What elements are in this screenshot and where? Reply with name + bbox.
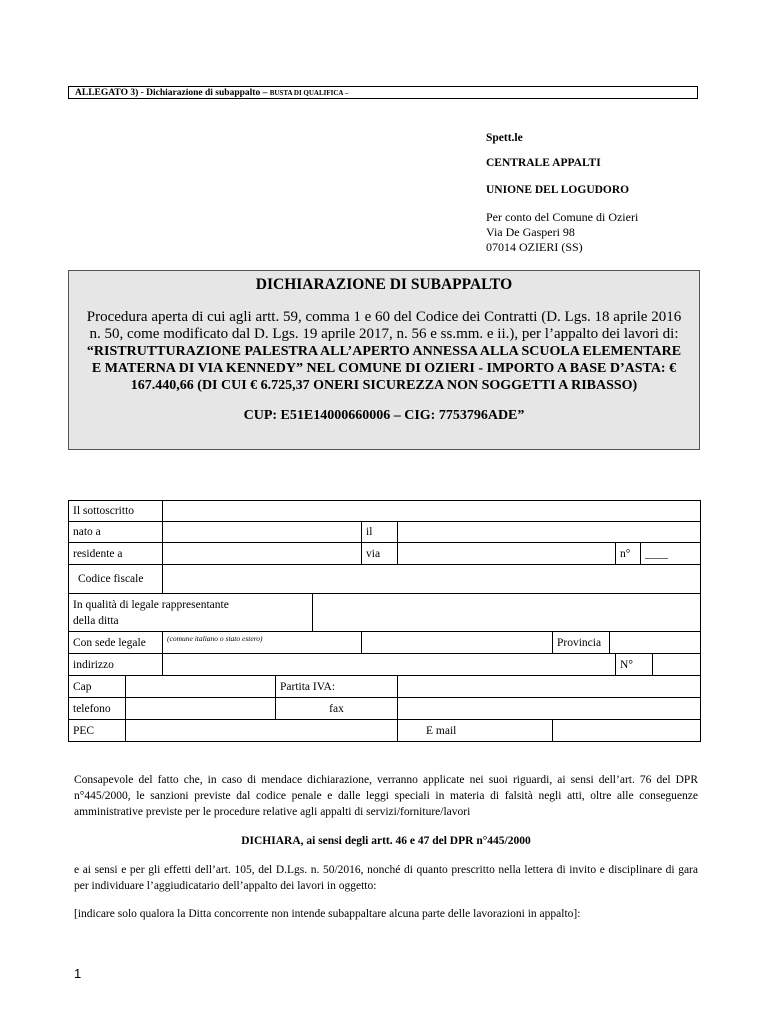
recipient-salutation: Spett.le xyxy=(486,132,523,144)
residente-a-label: residente a xyxy=(69,543,163,565)
partita-iva-field[interactable] xyxy=(398,676,701,698)
nato-a-field[interactable] xyxy=(163,522,362,543)
legal-basis-paragraph: e ai sensi e per gli effetti dell’art. 105, del D.Lgs. n. 50/2016, nonché di quanto prescritto nella lettera di invito e disciplinare di gara per individuare l’aggiudicatario dell’appalto dei lavori in oggetto: xyxy=(74,864,698,892)
pec-label: PEC xyxy=(69,720,126,742)
indirizzo-field[interactable] xyxy=(163,654,616,676)
works-text: “RISTRUTTURAZIONE PALESTRA ALL’APERTO ANNESSA ALLA SCUOLA ELEMENTARE E MATERNA DI VIA KENNEDY” NEL COMUNE DI OZIERI - IMPORTO A BASE D’ASTA: € 167.440,66 (DI CUI € 6.725,37 ONERI SICUREZZA NON SOGGETTI A RIBASSO) xyxy=(86,344,682,393)
pec-field[interactable] xyxy=(126,720,398,742)
civic-number-label: n° xyxy=(616,543,641,565)
fax-field[interactable] xyxy=(398,698,701,720)
telefono-label: telefono xyxy=(69,698,126,720)
recipient-on-behalf: Per conto del Comune di Ozieri xyxy=(486,210,639,224)
page-number: 1 xyxy=(74,966,82,981)
recipient-street: Via De Gasperi 98 xyxy=(486,225,575,239)
provincia-field[interactable] xyxy=(610,632,701,654)
instruction-note: [indicare solo qualora la Ditta concorrente non intende subappaltare alcuna parte delle lavorazioni in appalto]: xyxy=(74,908,581,920)
il-field[interactable] xyxy=(398,522,701,543)
qualita-label-line2: della ditta xyxy=(73,614,119,627)
recipient-name: CENTRALE APPALTI xyxy=(486,157,601,169)
qualita-label xyxy=(69,594,313,632)
attachment-header xyxy=(68,86,698,99)
cap-field[interactable] xyxy=(126,676,276,698)
declaration-title: DICHIARAZIONE DI SUBAPPALTO xyxy=(255,276,513,293)
sede-legale-extra-field[interactable] xyxy=(362,632,553,654)
indirizzo-label: indirizzo xyxy=(69,654,163,676)
sottoscritto-field[interactable] xyxy=(163,501,701,522)
residente-a-field[interactable] xyxy=(163,543,362,565)
via-label: via xyxy=(362,543,398,565)
fax-label: fax xyxy=(276,698,398,720)
civic-number-field[interactable]: ____ xyxy=(641,543,701,565)
sede-legale-field[interactable] xyxy=(163,632,362,654)
attachment-label: ALLEGATO 3) - Dichiarazione di subappalto – xyxy=(75,88,268,98)
codice-fiscale-label: Codice fiscale xyxy=(69,565,163,594)
cap-label: Cap xyxy=(69,676,126,698)
nato-a-label: nato a xyxy=(69,522,163,543)
telefono-field[interactable] xyxy=(126,698,276,720)
qualita-label-line1: In qualità di legale rappresentante xyxy=(73,598,229,611)
sottoscritto-label: Il sottoscritto xyxy=(69,501,163,522)
ditta-field[interactable] xyxy=(313,594,701,632)
comune-hint: (comune italiano o stato estero) xyxy=(167,634,263,643)
recipient-union: UNIONE DEL LOGUDORO xyxy=(486,184,630,196)
declaration-title-box xyxy=(68,270,700,450)
via-field[interactable] xyxy=(398,543,616,565)
awareness-paragraph: Consapevole del fatto che, in caso di mendace dichiarazione, verranno applicate nei suoi riguardi, ai sensi dell’art. 76 del DPR n°445/2000, le sanzioni previste dal codice penale e dalle leggi speciali in materia di falsità negli atti, oltre alle conseguenze amministrative previste per le procedure relative agli appalti di servizi/forniture/lavori xyxy=(74,774,698,818)
procedure-description xyxy=(83,309,685,394)
email-field[interactable] xyxy=(553,720,701,742)
partita-iva-label: Partita IVA: xyxy=(276,676,398,698)
address-number-label: N° xyxy=(616,654,653,676)
codice-fiscale-field[interactable] xyxy=(163,565,701,594)
attachment-envelope-label: BUSTA DI QUALIFICA – xyxy=(269,89,349,97)
address-number-field[interactable] xyxy=(653,654,701,676)
procedure-text: Procedura aperta di cui agli artt. 59, comma 1 e 60 del Codice dei Contratti (D. Lgs. 18 aprile 2016 n. 50, come modificato dal D. Lgs. 19 aprile 2017, n. 56 e ss.mm. e ii.), per l’appalto dei lavori di: xyxy=(86,309,682,342)
declarant-form xyxy=(68,500,701,742)
provincia-label: Provincia xyxy=(553,632,610,654)
cup-cig-codes: CUP: E51E14000660006 – CIG: 7753796ADE” xyxy=(243,408,525,423)
recipient-city: 07014 OZIERI (SS) xyxy=(486,240,583,254)
email-label: E mail xyxy=(398,720,553,742)
dichiara-heading: DICHIARA, ai sensi degli artt. 46 e 47 del DPR n°445/2000 xyxy=(241,835,531,847)
sede-legale-label: Con sede legale xyxy=(69,632,163,654)
il-label: il xyxy=(362,522,398,543)
